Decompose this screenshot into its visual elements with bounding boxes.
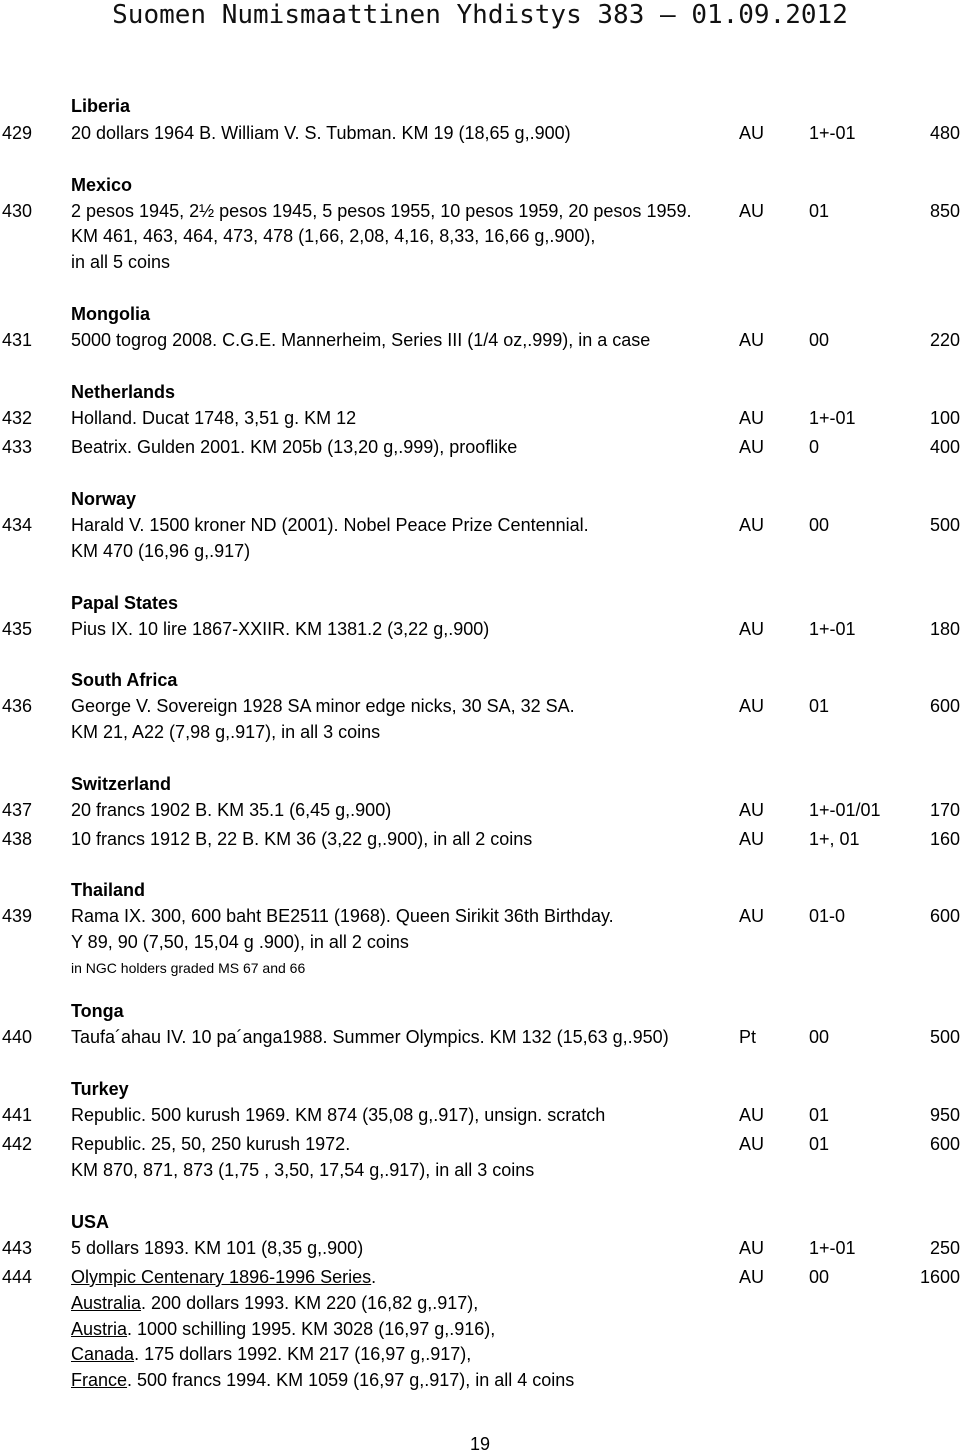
lot-grade: AU	[739, 201, 765, 221]
lot-grade: AU	[739, 829, 765, 849]
lot-description: KM 870, 871, 873 (1,75 , 3,50, 17,54 g,.917), in all 3 coins	[71, 1160, 535, 1180]
lot-condition: 01	[809, 201, 830, 221]
lot-row-continued	[0, 1369, 960, 1395]
lot-description: Pius IX. 10 lire 1867-XXIIR. KM 1381.2 (3,22 g,.900)	[71, 619, 490, 639]
lot-grade: AU	[739, 800, 765, 820]
lot-row	[0, 407, 960, 433]
lot-grade: AU	[739, 1105, 765, 1125]
country-heading: Papal States	[71, 593, 179, 613]
underlined-country: Austria	[71, 1319, 128, 1339]
lot-description: Austria. 1000 schilling 1995. KM 3028 (16,97 g,.916),	[71, 1319, 496, 1339]
lot-number: 442	[2, 1134, 33, 1154]
lot-price: 220	[929, 330, 960, 350]
lot-price: 1600	[919, 1267, 960, 1287]
lot-price: 600	[929, 1134, 960, 1154]
lot-condition: 0	[809, 437, 820, 457]
lot-price: 170	[929, 800, 960, 820]
lot-grade: AU	[739, 330, 765, 350]
lot-grade: AU	[739, 906, 765, 926]
lot-grade: AU	[739, 1267, 765, 1287]
lot-row	[0, 905, 960, 931]
country-heading: Tonga	[71, 1001, 124, 1021]
lot-note: in NGC holders graded MS 67 and 66	[71, 960, 306, 976]
underlined-series-title: Olympic Centenary 1896-1996 Series	[71, 1267, 372, 1287]
country-heading: Turkey	[71, 1079, 129, 1099]
lot-price: 180	[929, 619, 960, 639]
lot-row	[0, 329, 960, 355]
lot-row	[0, 695, 960, 721]
lot-condition: 1+-01	[809, 408, 856, 428]
underlined-country: Canada	[71, 1344, 135, 1364]
country-heading: Switzerland	[71, 774, 172, 794]
lot-grade: Pt	[739, 1027, 757, 1047]
lot-condition: 01-0	[809, 906, 846, 926]
lot-grade: AU	[739, 1134, 765, 1154]
lot-condition: 1+-01	[809, 123, 856, 143]
lot-description: Holland. Ducat 1748, 3,51 g. KM 12	[71, 408, 357, 428]
lot-price: 600	[929, 906, 960, 926]
lot-number: 441	[2, 1105, 33, 1125]
lot-row	[0, 1266, 960, 1292]
lot-number: 431	[2, 330, 33, 350]
lot-number: 439	[2, 906, 33, 926]
lot-number: 435	[2, 619, 33, 639]
country-heading: Thailand	[71, 880, 146, 900]
lot-condition: 00	[809, 515, 830, 535]
lot-condition: 01	[809, 1105, 830, 1125]
lot-price: 100	[929, 408, 960, 428]
lot-description: KM 461, 463, 464, 473, 478 (1,66, 2,08, 4,16, 8,33, 16,66 g,.900),	[71, 226, 596, 246]
underlined-country: Australia	[71, 1293, 142, 1313]
lot-grade: AU	[739, 408, 765, 428]
country-heading: Norway	[71, 489, 137, 509]
lot-row	[0, 618, 960, 644]
lot-row-continued	[0, 1318, 960, 1344]
lot-description: in all 5 coins	[71, 252, 171, 272]
lot-row	[0, 1133, 960, 1159]
lot-grade: AU	[739, 619, 765, 639]
country-heading: Mexico	[71, 175, 133, 195]
lot-number: 444	[2, 1267, 33, 1287]
lot-condition: 00	[809, 1267, 830, 1287]
lot-description: Republic. 500 kurush 1969. KM 874 (35,08 g,.917), unsign. scratch	[71, 1105, 606, 1125]
lot-number: 438	[2, 829, 33, 849]
lot-condition: 01	[809, 1134, 830, 1154]
lot-description: 5000 togrog 2008. C.G.E. Mannerheim, Series III (1/4 oz,.999), in a case	[71, 330, 651, 350]
lot-description: KM 21, A22 (7,98 g,.917), in all 3 coins	[71, 722, 381, 742]
lot-description: Canada. 175 dollars 1992. KM 217 (16,97 g,.917),	[71, 1344, 472, 1364]
lot-description: Harald V. 1500 kroner ND (2001). Nobel Peace Prize Centennial.	[71, 515, 589, 535]
lot-description: KM 470 (16,96 g,.917)	[71, 541, 251, 561]
lot-row-continued	[0, 931, 960, 957]
lot-description: Taufa´ahau IV. 10 pa´anga1988. Summer Olympics. KM 132 (15,63 g,.950)	[71, 1027, 669, 1047]
lot-number: 429	[2, 123, 33, 143]
country-heading: South Africa	[71, 670, 178, 690]
lot-row	[0, 799, 960, 825]
lot-number: 437	[2, 800, 33, 820]
lot-description: George V. Sovereign 1928 SA minor edge nicks, 30 SA, 32 SA.	[71, 696, 575, 716]
country-heading: USA	[71, 1212, 110, 1232]
lot-price: 950	[929, 1105, 960, 1125]
lot-row	[0, 514, 960, 540]
lot-description: France. 500 francs 1994. KM 1059 (16,97 g,.917), in all 4 coins	[71, 1370, 575, 1390]
lot-row-continued	[0, 251, 960, 277]
lot-price: 480	[929, 123, 960, 143]
lot-grade: AU	[739, 123, 765, 143]
lot-description: Republic. 25, 50, 250 kurush 1972.	[71, 1134, 351, 1154]
lot-price: 250	[929, 1238, 960, 1258]
lot-grade: AU	[739, 515, 765, 535]
lot-description: 10 francs 1912 B, 22 B. KM 36 (3,22 g,.900), in all 2 coins	[71, 829, 533, 849]
lot-number: 436	[2, 696, 33, 716]
lot-price: 400	[929, 437, 960, 457]
lot-number: 432	[2, 408, 33, 428]
lot-row	[0, 1237, 960, 1263]
underlined-country: France	[71, 1370, 128, 1390]
lot-description: 20 francs 1902 B. KM 35.1 (6,45 g,.900)	[71, 800, 392, 820]
lot-condition: 1+-01/01	[809, 800, 881, 820]
lot-grade: AU	[739, 1238, 765, 1258]
lot-number: 443	[2, 1238, 33, 1258]
lot-description: Rama IX. 300, 600 baht BE2511 (1968). Queen Sirikit 36th Birthday.	[71, 906, 614, 926]
lot-price: 850	[929, 201, 960, 221]
lot-description: Olympic Centenary 1896-1996 Series.	[71, 1267, 377, 1287]
lot-row-continued	[0, 540, 960, 566]
lot-condition: 00	[809, 1027, 830, 1047]
lot-row	[0, 200, 960, 226]
lot-number: 440	[2, 1027, 33, 1047]
lot-condition: 01	[809, 696, 830, 716]
lot-condition: 1+-01	[809, 1238, 856, 1258]
lot-row	[0, 122, 960, 148]
lot-condition: 1+-01	[809, 619, 856, 639]
lot-number: 430	[2, 201, 33, 221]
lot-description: Australia. 200 dollars 1993. KM 220 (16,82 g,.917),	[71, 1293, 479, 1313]
lot-condition: 00	[809, 330, 830, 350]
lot-row-continued	[0, 957, 960, 983]
lot-price: 500	[929, 515, 960, 535]
lot-price: 500	[929, 1027, 960, 1047]
lot-number: 434	[2, 515, 33, 535]
lot-description: 5 dollars 1893. KM 101 (8,35 g,.900)	[71, 1238, 364, 1258]
lot-description: Y 89, 90 (7,50, 15,04 g .900), in all 2 coins	[71, 932, 409, 952]
country-heading: Liberia	[71, 96, 131, 116]
lot-row	[0, 1104, 960, 1130]
lot-row-continued	[0, 1292, 960, 1318]
lot-grade: AU	[739, 437, 765, 457]
lot-price: 600	[929, 696, 960, 716]
country-heading: Mongolia	[71, 304, 150, 324]
lot-row-continued	[0, 1343, 960, 1369]
lot-price: 160	[929, 829, 960, 849]
lot-description: 2 pesos 1945, 2½ pesos 1945, 5 pesos 1955, 10 pesos 1959, 20 pesos 1959.	[71, 201, 692, 221]
page-header: Suomen Numismaattinen Yhdistys 383 – 01.09.2012	[112, 0, 848, 30]
lot-description: 20 dollars 1964 B. William V. S. Tubman. KM 19 (18,65 g,.900)	[71, 123, 571, 143]
lot-row-continued	[0, 1159, 960, 1185]
lot-number: 433	[2, 437, 33, 457]
lot-row	[0, 436, 960, 462]
lot-grade: AU	[739, 696, 765, 716]
lot-row	[0, 828, 960, 854]
page-number: 19	[469, 1434, 491, 1454]
lot-description: Beatrix. Gulden 2001. KM 205b (13,20 g,.999), prooflike	[71, 437, 518, 457]
country-heading: Netherlands	[71, 382, 176, 402]
lot-row	[0, 1026, 960, 1052]
lot-condition: 1+, 01	[809, 829, 860, 849]
lot-row-continued	[0, 225, 960, 251]
lot-row-continued	[0, 721, 960, 747]
